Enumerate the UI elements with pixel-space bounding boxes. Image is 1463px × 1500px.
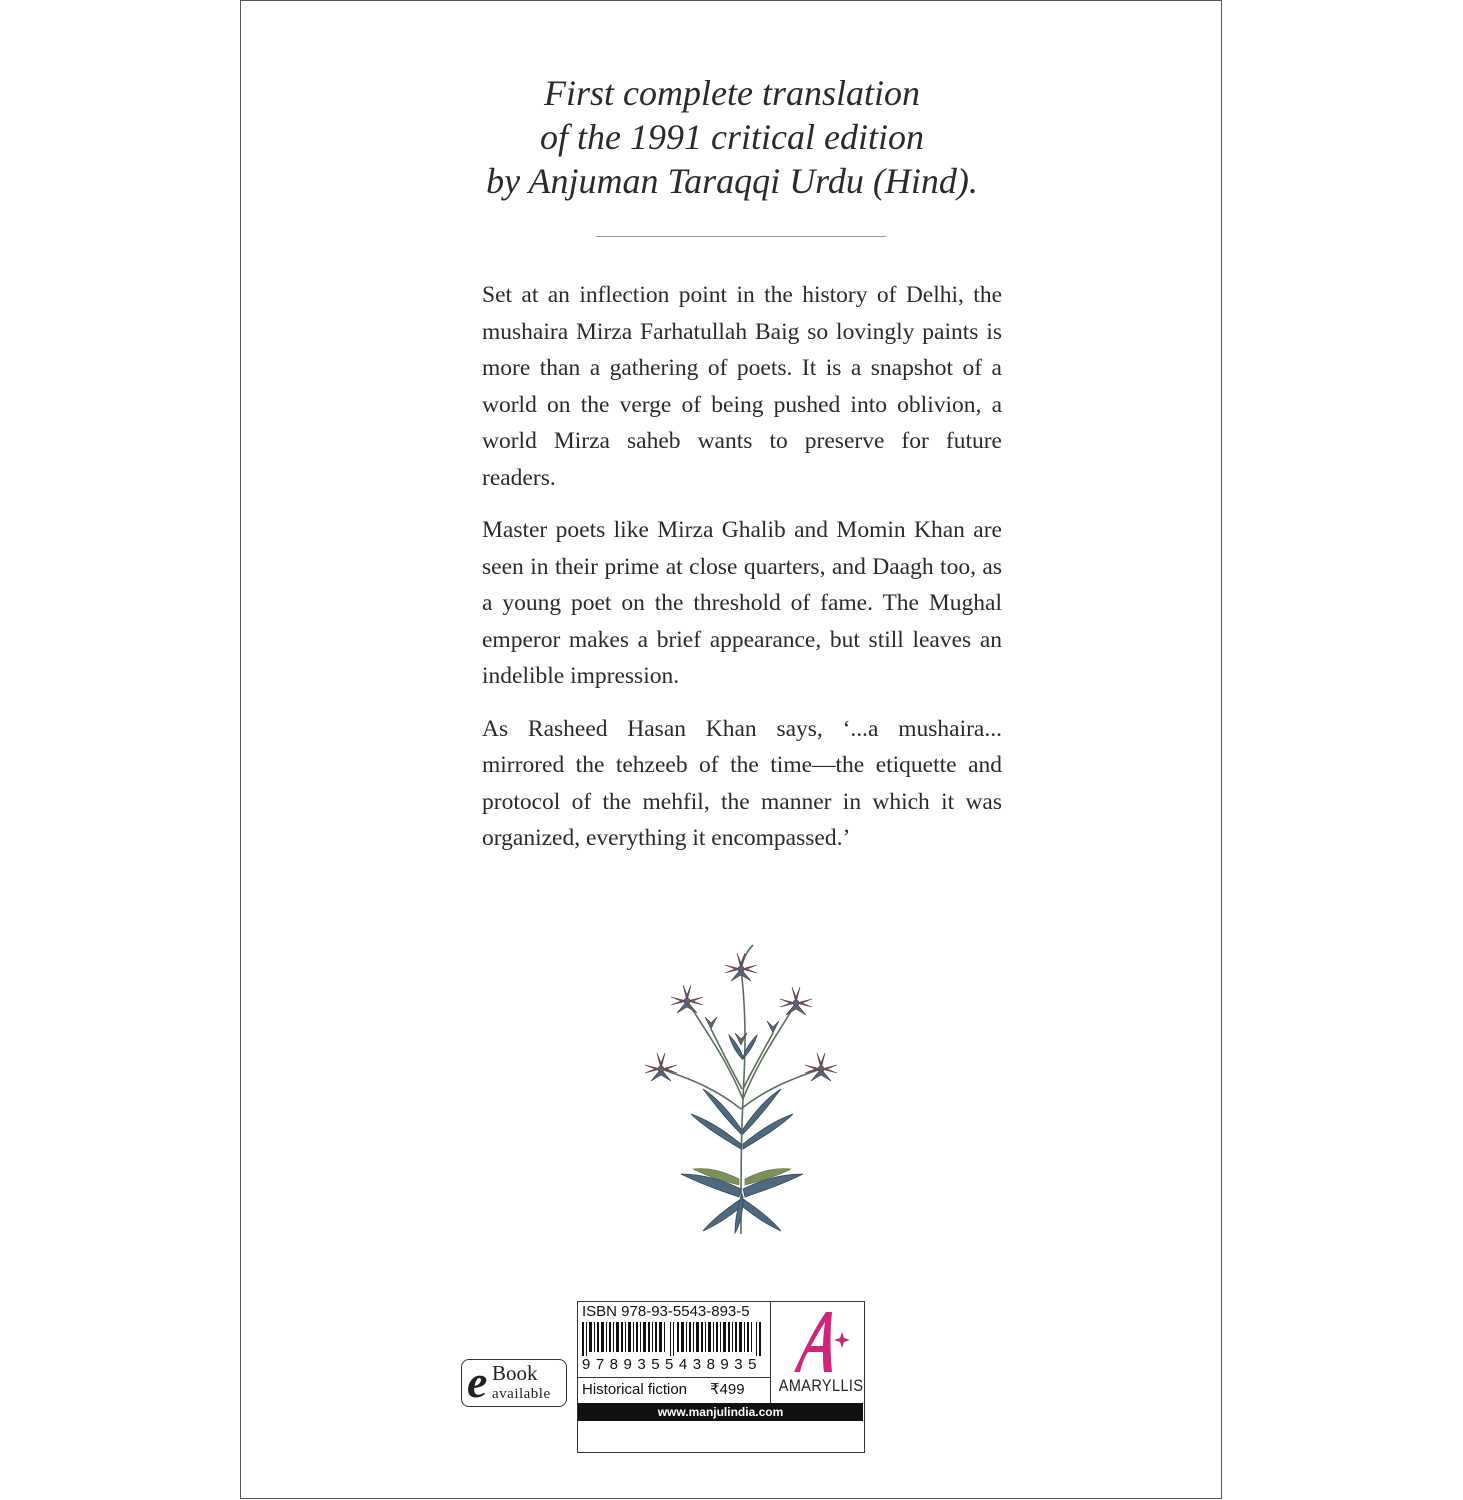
- barcode-graphic: [580, 1322, 766, 1356]
- barcode-box: [577, 1301, 865, 1453]
- publisher-name: AMARYLLIS: [778, 1376, 864, 1395]
- ebook-available: available: [492, 1386, 551, 1402]
- tagline-line-2: of the 1991 critical edition: [540, 117, 924, 157]
- ebook-badge: [461, 1356, 567, 1407]
- barcode-digits: 9789355438935: [582, 1356, 762, 1373]
- tagline-line-1: First complete translation: [544, 73, 920, 113]
- box-divider-vertical: [770, 1302, 771, 1403]
- amaryllis-logo-icon: [776, 1306, 860, 1376]
- ebook-e-letter: e: [467, 1356, 488, 1407]
- blurb-paragraph-2: Master poets like Mirza Ghalib and Momin Khan are seen in their prime at close quarters, and Daagh too, as a young poet on the threshold of fame. The Mughal emperor makes a brief appearance, but still leaves an indelible impression.: [482, 517, 1002, 689]
- isbn-label: ISBN 978-93-5543-893-5: [582, 1303, 750, 1320]
- genre-label: Historical fiction: [582, 1381, 688, 1398]
- flower-illustration: [631, 939, 851, 1239]
- ebook-word: Book: [492, 1361, 538, 1385]
- blurb-paragraph-3: As Rasheed Hasan Khan says, ‘...a mushaira... mirrored the tehzeeb of the time—the etiquette and protocol of the mehfil, the manner in which it was organized, everything it encompassed.’: [482, 715, 1002, 851]
- publisher-url: www.manjulindia.com: [578, 1403, 863, 1421]
- tagline: [241, 71, 1223, 203]
- blurb-paragraph-1: Set at an inflection point in the history of Delhi, the mushaira Mirza Farhatullah Baig so lovingly paints is more than a gathering of poets. It is a snapshot of a world on the verge of being pushed into oblivion, a world Mirza saheb wants to preserve for future readers.: [482, 282, 1002, 491]
- blurb: [482, 277, 1002, 873]
- tagline-line-3: by Anjuman Taraqqi Urdu (Hind).: [486, 161, 978, 201]
- price-label: ₹499: [710, 1381, 745, 1398]
- divider-rule: [596, 236, 886, 237]
- back-cover: [240, 0, 1222, 1499]
